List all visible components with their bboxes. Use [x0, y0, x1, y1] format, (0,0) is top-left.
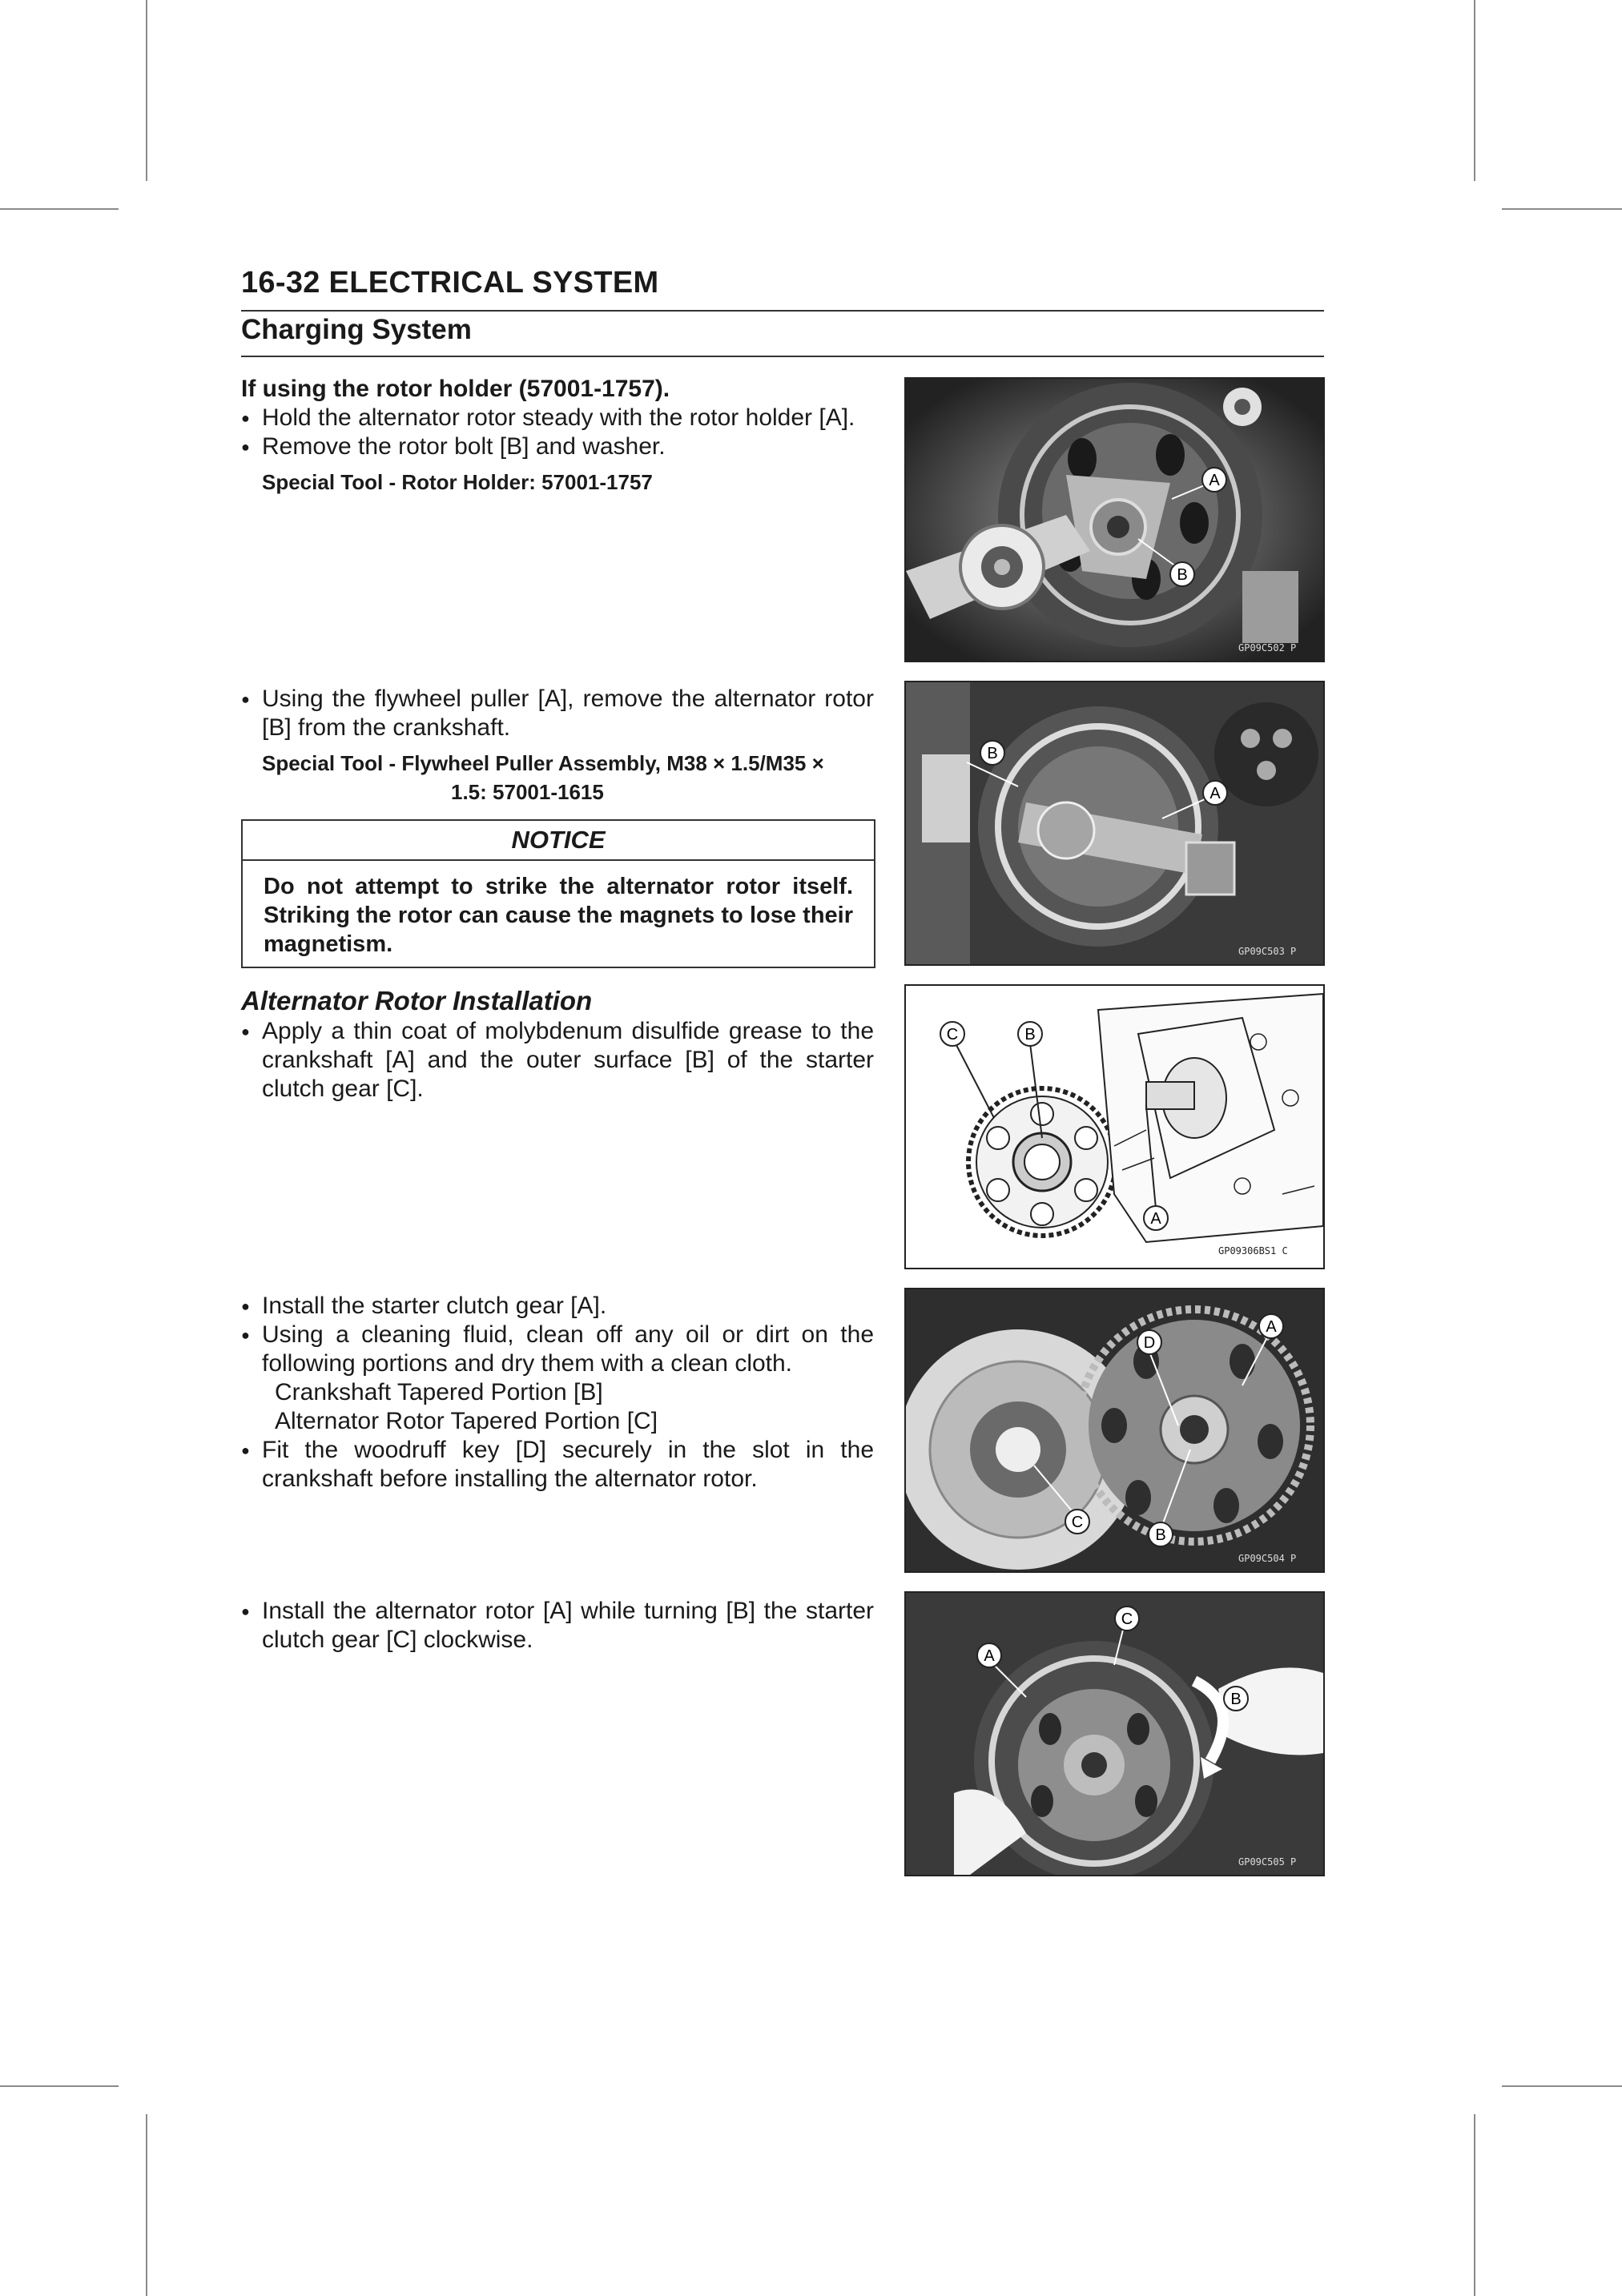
- callout-label: B: [1024, 1026, 1036, 1043]
- figure-code: GP09C502 P: [1238, 642, 1297, 653]
- figure-grease-diagram: [904, 984, 1325, 1269]
- callout-b: [1170, 562, 1194, 586]
- section-rule: [241, 356, 1324, 357]
- block-rotor-holder: [241, 375, 874, 497]
- installation-heading: Alternator Rotor Installation: [241, 986, 593, 1015]
- list-item: ● Apply a thin coat of molybdenum disulfide grease to the crankshaft [A] and the outer surface [B] of the starter clutch gear [C].: [241, 1017, 874, 1104]
- callout-a: [1202, 468, 1226, 492]
- callout-c: [1065, 1510, 1089, 1534]
- callout-a: [1144, 1206, 1168, 1230]
- callout-b: [1224, 1687, 1248, 1711]
- callout-a: [1259, 1314, 1283, 1338]
- figure-code: GP09C504 P: [1238, 1553, 1297, 1564]
- block-rotor-installation: [241, 985, 874, 1104]
- list-item: ● Hold the alternator rotor steady with the rotor holder [A].: [241, 404, 874, 432]
- block-flywheel-puller: [241, 685, 874, 806]
- notice-box: [241, 819, 875, 968]
- callout-b: [1018, 1022, 1042, 1046]
- callout-label: A: [1209, 472, 1220, 489]
- callout-label: A: [1266, 1318, 1277, 1336]
- list-item: ● Fit the woodruff key [D] securely in the slot in the crankshaft before installing the alternator rotor.: [241, 1436, 874, 1494]
- callout-label: A: [1209, 785, 1221, 802]
- rotor-holder-heading: If using the rotor holder (57001-1757).: [241, 376, 670, 402]
- block-starter-gear: [241, 1292, 874, 1494]
- page-title: 16-32 ELECTRICAL SYSTEM: [241, 266, 659, 300]
- figure-rotor-holder-photo: [904, 377, 1325, 662]
- crop-mark: [146, 2114, 147, 2296]
- list-item: ● Using a cleaning fluid, clean off any oil or dirt on the following portions and dry them with a clean cloth.: [241, 1321, 874, 1378]
- callout-label: C: [1071, 1514, 1084, 1531]
- block-install-rotor: [241, 1597, 874, 1655]
- callout-a: [1203, 781, 1227, 805]
- section-title: Charging System: [241, 314, 472, 345]
- crop-mark: [1502, 208, 1622, 210]
- sub-item: Alternator Rotor Tapered Portion [C]: [275, 1408, 658, 1434]
- notice-title: NOTICE: [243, 821, 874, 861]
- crop-mark: [1474, 2114, 1475, 2296]
- callout-label: C: [946, 1026, 959, 1043]
- figure-code: GP09C505 P: [1238, 1856, 1297, 1868]
- callout-label: B: [1155, 1526, 1166, 1544]
- callout-c: [940, 1022, 964, 1046]
- special-tool: [241, 749, 874, 806]
- special-tool-line1: Special Tool - Flywheel Puller Assembly, M38 × 1.5/M35 ×: [262, 751, 824, 775]
- crop-mark: [0, 2085, 119, 2087]
- figure-flywheel-puller-photo: [904, 681, 1325, 966]
- list-item: ● Remove the rotor bolt [B] and washer.: [241, 432, 874, 461]
- callout-b: [980, 741, 1004, 765]
- callout-b: [1149, 1522, 1173, 1546]
- callout-label: B: [1230, 1691, 1242, 1708]
- special-tool: Special Tool - Rotor Holder: 57001-1757: [262, 470, 653, 494]
- callout-c: [1115, 1606, 1139, 1631]
- list-item: ● Using the flywheel puller [A], remove the alternator rotor [B] from the crankshaft.: [241, 685, 874, 742]
- sub-item: Crankshaft Tapered Portion [B]: [275, 1379, 603, 1405]
- callout-label: B: [1177, 566, 1188, 584]
- figure-starter-gear-photo: [904, 1288, 1325, 1573]
- figure-code: GP09306BS1 C: [1218, 1245, 1288, 1257]
- callout-a: [977, 1643, 1001, 1667]
- title-rule: [241, 310, 1324, 312]
- callout-label: D: [1143, 1334, 1156, 1352]
- figure-code: GP09C503 P: [1238, 946, 1297, 957]
- crop-mark: [1474, 0, 1475, 181]
- callout-label: A: [1150, 1210, 1161, 1228]
- list-item: ● Install the starter clutch gear [A].: [241, 1292, 874, 1321]
- callout-label: B: [987, 745, 998, 762]
- crop-mark: [0, 208, 119, 210]
- callout-d: [1137, 1330, 1161, 1354]
- callout-label: A: [984, 1647, 995, 1665]
- notice-body: Do not attempt to strike the alternator rotor itself. Striking the rotor can cause the magnets to lose their magnetism.: [264, 874, 853, 957]
- callout-label: C: [1121, 1610, 1133, 1628]
- crop-mark: [146, 0, 147, 181]
- figure-install-rotor-photo: [904, 1591, 1325, 1876]
- special-tool-line2: 1.5: 57001-1615: [451, 780, 604, 804]
- crop-mark: [1502, 2085, 1622, 2087]
- list-item: ● Install the alternator rotor [A] while turning [B] the starter clutch gear [C] clockwise.: [241, 1597, 874, 1655]
